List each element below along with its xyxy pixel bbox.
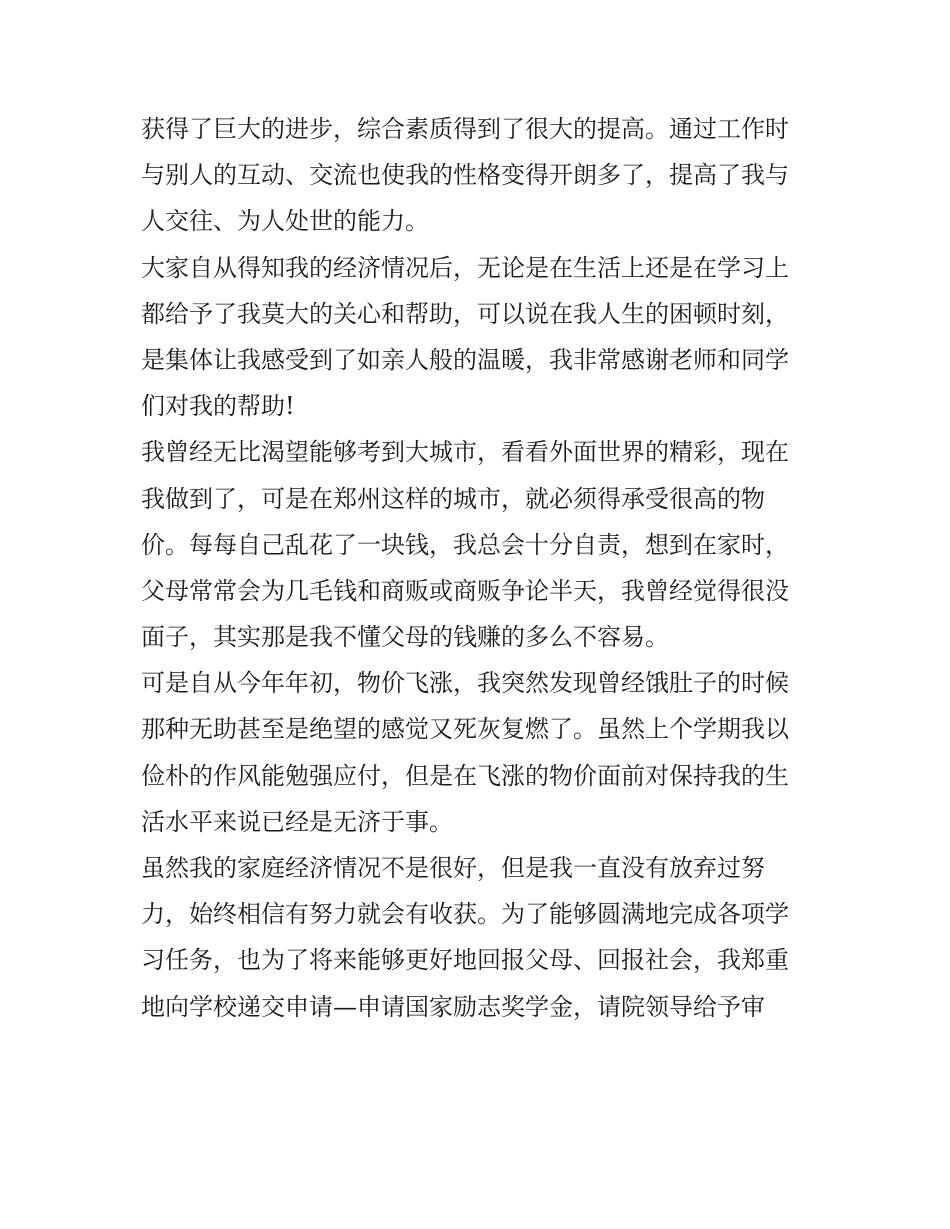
text-line: 活水平来说已经是无济于事。 bbox=[141, 807, 453, 836]
text-line: 是集体让我感受到了如亲人般的温暖，我非常感谢老师和同学 bbox=[141, 345, 789, 374]
text-line: 可是自从今年年初，物价飞涨，我突然发现曾经饿肚子的时候 bbox=[141, 669, 789, 698]
text-line: 我曾经无比渴望能够考到大城市，看看外面世界的精彩，现在 bbox=[141, 438, 789, 467]
text-line: 与别人的互动、交流也使我的性格变得开朗多了，提高了我与 bbox=[141, 161, 789, 190]
text-line: 父母常常会为几毛钱和商贩或商贩争论半天，我曾经觉得很没 bbox=[141, 576, 789, 605]
text-line: 力，始终相信有努力就会有收获。为了能够圆满地完成各项学 bbox=[141, 900, 789, 929]
text-line: 面子，其实那是我不懂父母的钱赚的多么不容易。 bbox=[141, 623, 669, 652]
text-line: 习任务，也为了将来能够更好地回报父母、回报社会，我郑重 bbox=[141, 946, 789, 975]
text-line: 们对我的帮助! bbox=[141, 392, 295, 421]
document-body bbox=[141, 106, 831, 1030]
text-line: 我做到了，可是在郑州这样的城市，就必须得承受很高的物 bbox=[141, 484, 765, 513]
text-line: 获得了巨大的进步，综合素质得到了很大的提高。通过工作时 bbox=[141, 115, 789, 143]
text-line: 虽然我的家庭经济情况不是很好，但是我一直没有放弃过努 bbox=[141, 854, 765, 882]
text-line: 价。每每自己乱花了一块钱，我总会十分自责，想到在家时， bbox=[141, 530, 789, 559]
text-line: 都给予了我莫大的关心和帮助，可以说在我人生的困顿时刻， bbox=[141, 299, 789, 328]
text-line: 人交往、为人处世的能力。 bbox=[141, 207, 429, 236]
text-line: 大家自从得知我的经济情况后，无论是在生活上还是在学习上 bbox=[141, 253, 789, 282]
text-line: 地向学校递交申请—申请国家励志奖学金，请院领导给予审 bbox=[141, 992, 765, 1021]
text-line: 俭朴的作风能勉强应付，但是在飞涨的物价面前对保持我的生 bbox=[141, 761, 789, 790]
text-line: 那种无助甚至是绝望的感觉又死灰复燃了。虽然上个学期我以 bbox=[141, 715, 789, 744]
